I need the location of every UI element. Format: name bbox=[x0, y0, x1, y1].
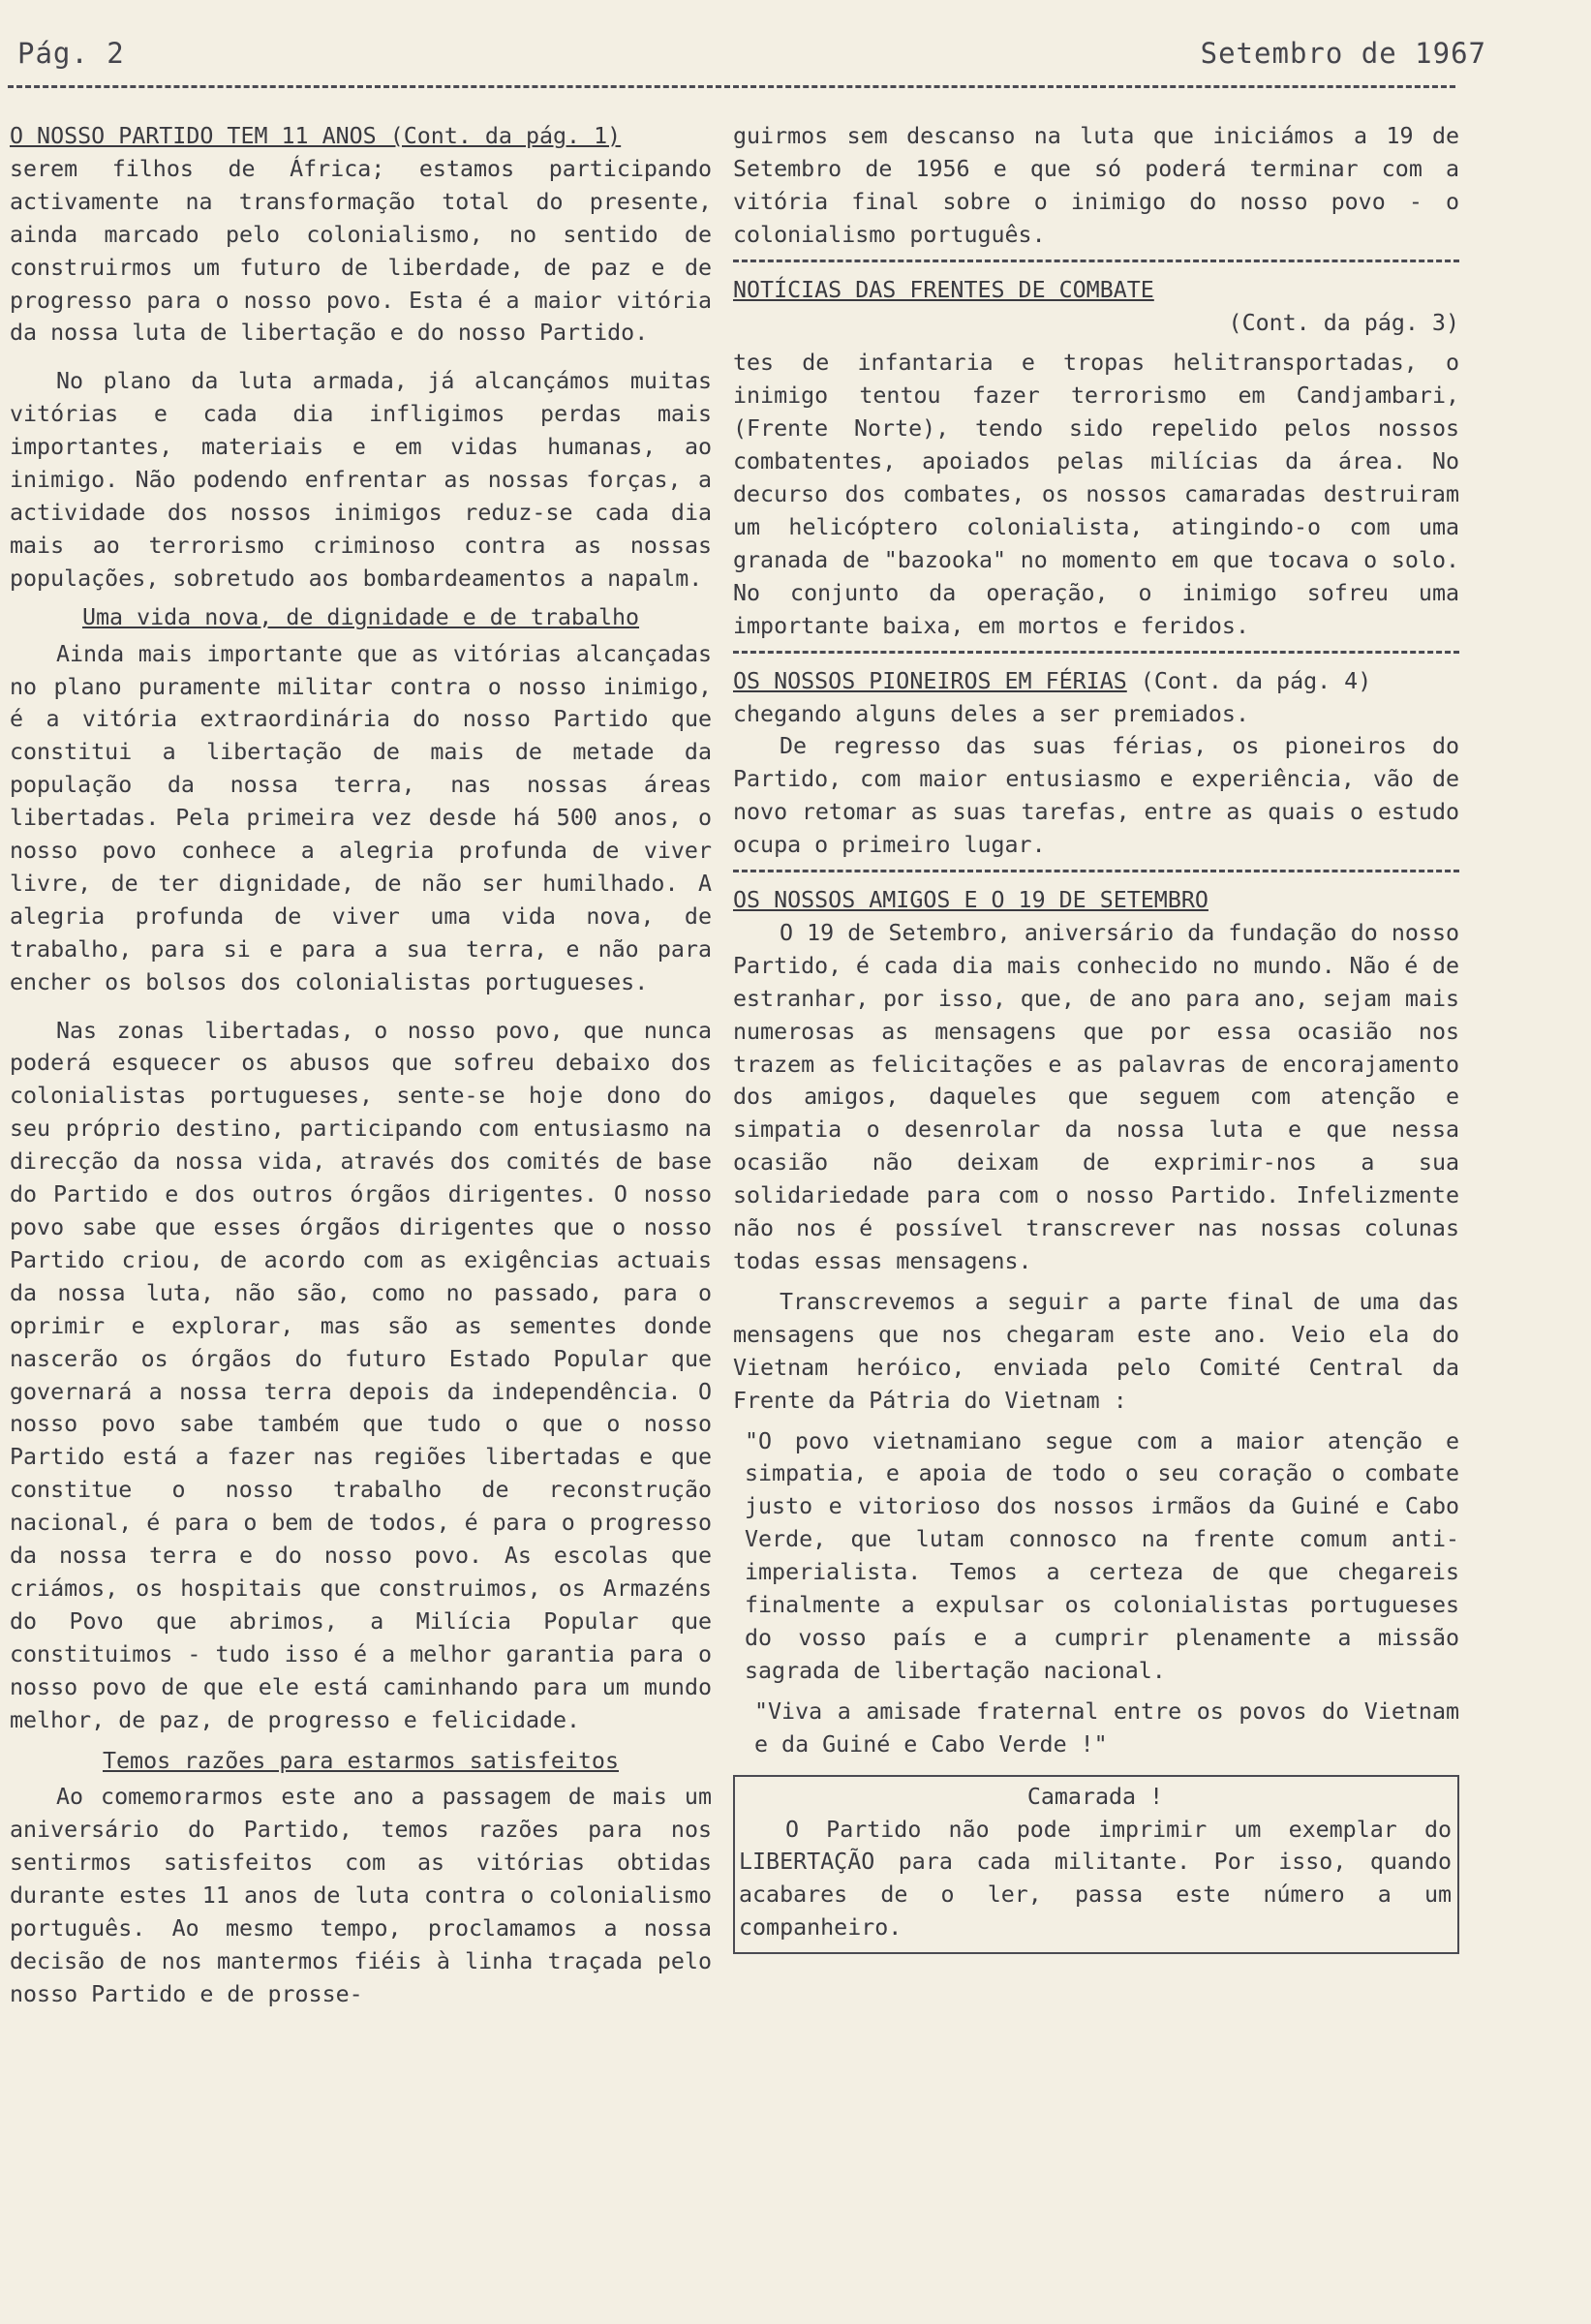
paragraph: serem filhos de África; estamos participando activamente na transformação total do presente, ainda marcado pelo colonialismo, no sentido de construirmos um futuro de liberdade, de paz e de progresso para o nosso povo. Esta é a maior vitória da nossa luta de libertação e do nosso Partido. bbox=[10, 155, 712, 347]
issue-date: Setembro de 1967 bbox=[1200, 37, 1486, 70]
section-heading-razoes: Temos razões para estarmos satisfeitos bbox=[103, 1747, 619, 1774]
quoted-message: "O povo vietnamiano segue com a maior atenção e simpatia, e apoia de todo o seu coração o combate justo e vitorioso dos nossos irmãos da Guiné e Cabo Verde, que lutam connosco na frente comum anti-imperialista. Temos a certeza de que chegareis finalmente a expulsar os colonialistas portugueses do vosso país e a cumprir plenamente a missão sagrada de libertação nacional. bbox=[745, 1427, 1459, 1684]
notice-box bbox=[733, 1775, 1459, 1955]
paragraph: chegando alguns deles a ser premiados. bbox=[733, 700, 1249, 727]
article-heading-noticias: NOTÍCIAS DAS FRENTES DE COMBATE bbox=[733, 276, 1154, 303]
right-column bbox=[733, 120, 1459, 1954]
section-divider bbox=[733, 870, 1459, 872]
section-divider bbox=[733, 260, 1459, 262]
header-divider bbox=[8, 85, 1455, 88]
paragraph: guirmos sem descanso na luta que iniciámos a 19 de Setembro de 1956 e que só poderá terminar com a vitória final sobre o inimigo do nosso povo - o colonialismo português. bbox=[733, 123, 1459, 248]
continuation-note: (Cont. da pág. 3) bbox=[1228, 309, 1459, 336]
article-heading-amigos: OS NOSSOS AMIGOS E O 19 DE SETEMBRO bbox=[733, 887, 1209, 914]
page-number: Pág. 2 bbox=[17, 37, 125, 70]
paragraph: O 19 de Setembro, aniversário da fundação do nosso Partido, é cada dia mais conhecido no mundo. Não é de estranhar, por isso, que, de ano para ano, sejam mais numerosas as mensagens que por essa ocasião nos trazem as felicitações e as palavras de encorajamento dos amigos, daqueles que seguem com atenção e simpatia o desenrolar da nossa luta e que nessa ocasião não deixam de exprimir-nos a sua solidariedade para com o nosso Partido. Infelizmente não nos é possível transcrever nas nossas colunas todas essas mensagens. bbox=[733, 919, 1459, 1274]
paragraph: De regresso das suas férias, os pioneiros do Partido, com maior entusiasmo e experiência, vão de novo retomar as suas tarefas, entre as quais o estudo ocupa o primeiro lugar. bbox=[733, 733, 1459, 859]
section-divider bbox=[733, 651, 1459, 654]
article-heading-partido: O NOSSO PARTIDO TEM 11 ANOS (Cont. da pág. 1) bbox=[10, 123, 622, 149]
paragraph: Ao comemorarmos este ano a passagem de mais um aniversário do Partido, temos razões para nos sentirmos satisfeitos com as vitórias obtidas durante estes 11 anos de luta contra o colonialismo português. Ao mesmo tempo, proclamamos a nossa decisão de nos mantermos fiéis à linha traçada pelo nosso Partido e de prosse- bbox=[10, 1784, 712, 2007]
paragraph: Ainda mais importante que as vitórias alcançadas no plano puramente militar contra o nosso inimigo, é a vitória extraordinária do nosso Partido que constitui a libertação de mais de metade da população da nossa terra, nas nossas áreas libertadas. Pela primeira vez desde há 500 anos, o nosso povo conhece a alegria profunda de viver livre, de ter dignidade, de não ser humilhado. A alegria profunda de viver uma vida nova, de trabalho, para si e para a sua terra, e não para encher os bolsos dos colonialistas portugueses. bbox=[10, 640, 712, 995]
notice-title: Camarada ! bbox=[1026, 1783, 1164, 1810]
paragraph: No plano da luta armada, já alcançámos muitas vitórias e cada dia infligimos perdas mais importantes, materiais e em vidas humanas, ao inimigo. Não podendo enfrentar as nossas forças, a actividade dos nossos inimigos reduz-se cada dia mais ao terrorismo criminoso contra as nossas populações, sobretudo aos bombardeamentos a napalm. bbox=[10, 368, 712, 592]
notice-text: O Partido não pode imprimir um exemplar do LIBERTAÇÃO para cada militante. Por isso, quando acabares de o ler, passa este número a um companheiro. bbox=[739, 1816, 1452, 1942]
paragraph: Transcrevemos a seguir a parte final de uma das mensagens que nos chegaram este ano. Veio ela do Vietnam heróico, enviada pelo Comité Central da Frente da Pátria do Vietnam : bbox=[733, 1288, 1459, 1414]
continuation-note: (Cont. da pág. 4) bbox=[1140, 667, 1372, 694]
article-heading-pioneiros-row bbox=[733, 665, 1459, 698]
article-heading-pioneiros: OS NOSSOS PIONEIROS EM FÉRIAS bbox=[733, 667, 1127, 694]
left-column bbox=[10, 120, 712, 2011]
section-heading-vida-nova: Uma vida nova, de dignidade e de trabalho bbox=[81, 603, 640, 630]
paragraph: tes de infantaria e tropas helitransportadas, o inimigo tentou fazer terrorismo em Candjambari, (Frente Norte), tendo sido repelido pelos nossos combatentes, apoiados pelas milícias da área. No decurso dos combates, os nossos camaradas destruiram um helicóptero colonialista, atingindo-o com uma granada de "bazooka" no momento em que tocava o solo. No conjunto da operação, o inimigo sofreu uma importante baixa, em mortos e feridos. bbox=[733, 350, 1459, 639]
paragraph: Nas zonas libertadas, o nosso povo, que nunca poderá esquecer os abusos que sofreu debaixo dos colonialistas portugueses, sente-se hoje dono do seu próprio destino, participando com entusiasmo na direcção da nossa vida, através dos comités de base do Partido e dos outros órgãos dirigentes. O nosso povo sabe que esses órgãos dirigentes que o nosso Partido criou, de acordo com as exigências actuais da nossa luta, não são, como no passado, para o oprimir e explorar, mas são as sementes donde nascerão os órgãos do futuro Estado Popular que governará a nossa terra depois da independência. O nosso povo sabe também que tudo o que o nosso Partido está a fazer nas regiões libertadas e que constitue o nosso trabalho de reconstrução nacional, é para o bem de todos, é para o progresso da nossa terra e do nosso povo. As escolas que criámos, os hospitais que construimos, os Armazéns do Povo que abrimos, a Milícia Popular que constituimos - tudo isso é a melhor garantia para o nosso povo de que ele está caminhando para um mundo melhor, de paz, de progresso e felicidade. bbox=[10, 1017, 712, 1733]
quoted-message: "Viva a amisade fraternal entre os povos do Vietnam e da Guiné e Cabo Verde !" bbox=[754, 1697, 1459, 1758]
